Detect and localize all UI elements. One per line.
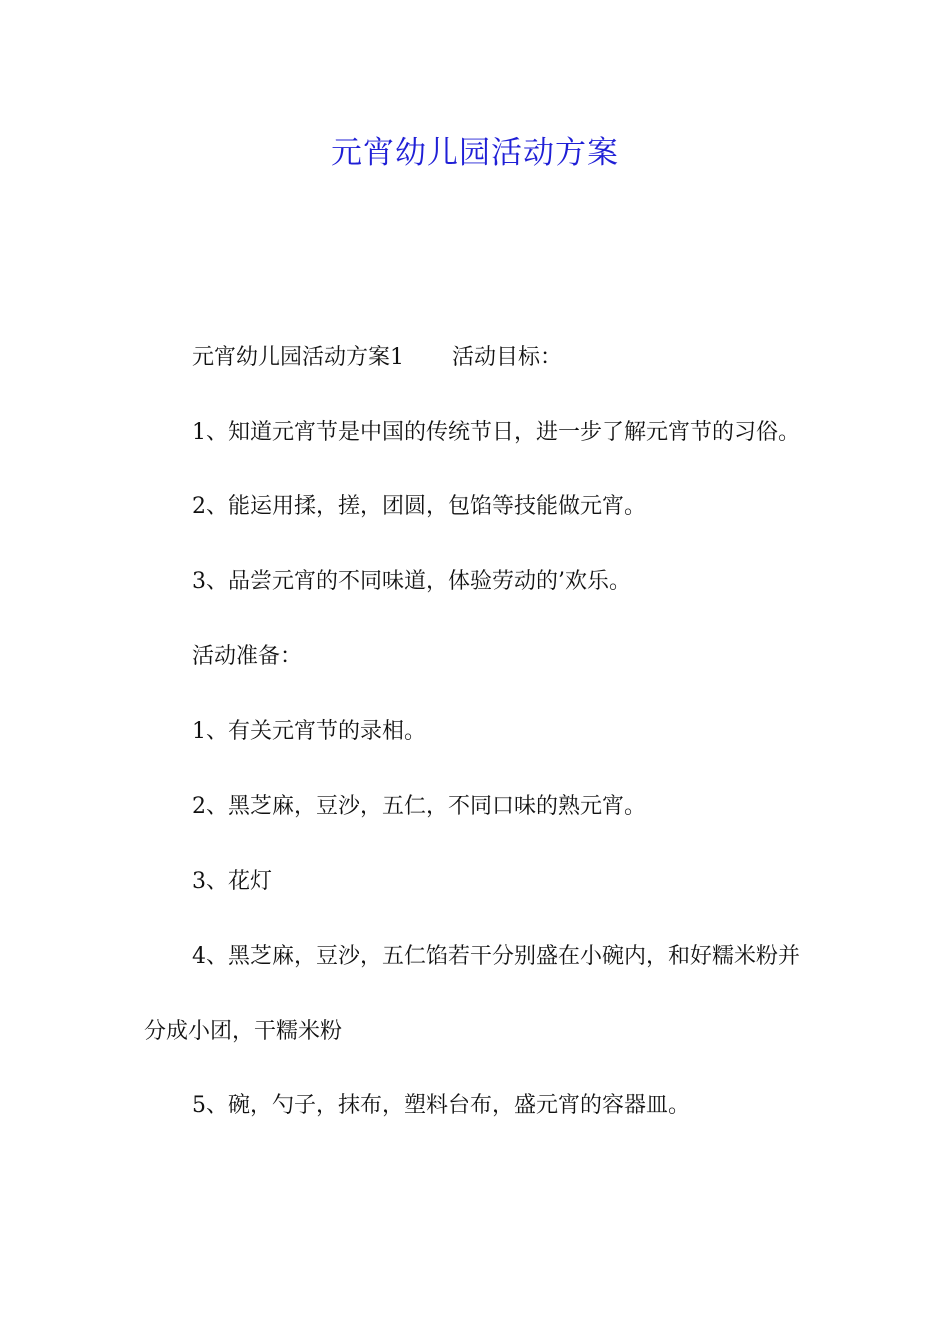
prep-item-4: 4、黑芝麻，豆沙，五仁馅若干分别盛在小碗内，和好糯米粉并分成小团，干糯米粉 xyxy=(144,944,800,1044)
prep-item-2: 2、黑芝麻，豆沙，五仁，不同口味的熟元宵。 xyxy=(192,794,646,819)
goals-heading: 活动目标： xyxy=(452,345,563,370)
goal-item-2: 2、能运用揉，搓，团圆，包馅等技能做元宵。 xyxy=(192,494,646,519)
prep-item-3: 3、花灯 xyxy=(192,869,272,894)
prep-item-5: 5、碗，勺子，抹布，塑料台布，盛元宵的容器皿。 xyxy=(192,1093,690,1118)
prep-heading: 活动准备： xyxy=(192,644,303,669)
goal-item-1: 1、知道元宵节是中国的传统节日，进一步了解元宵节的习俗。 xyxy=(192,420,800,445)
intro-line xyxy=(144,339,812,377)
intro-heading: 元宵幼儿园活动方案1 xyxy=(192,345,404,370)
goal-item-3: 3、品尝元宵的不同味道，体验劳动的’欢乐。 xyxy=(192,569,631,594)
document-title: 元宵幼儿园活动方案 xyxy=(331,135,619,171)
prep-item-1: 1、有关元宵节的录相。 xyxy=(192,719,426,744)
document-body xyxy=(144,339,812,1162)
